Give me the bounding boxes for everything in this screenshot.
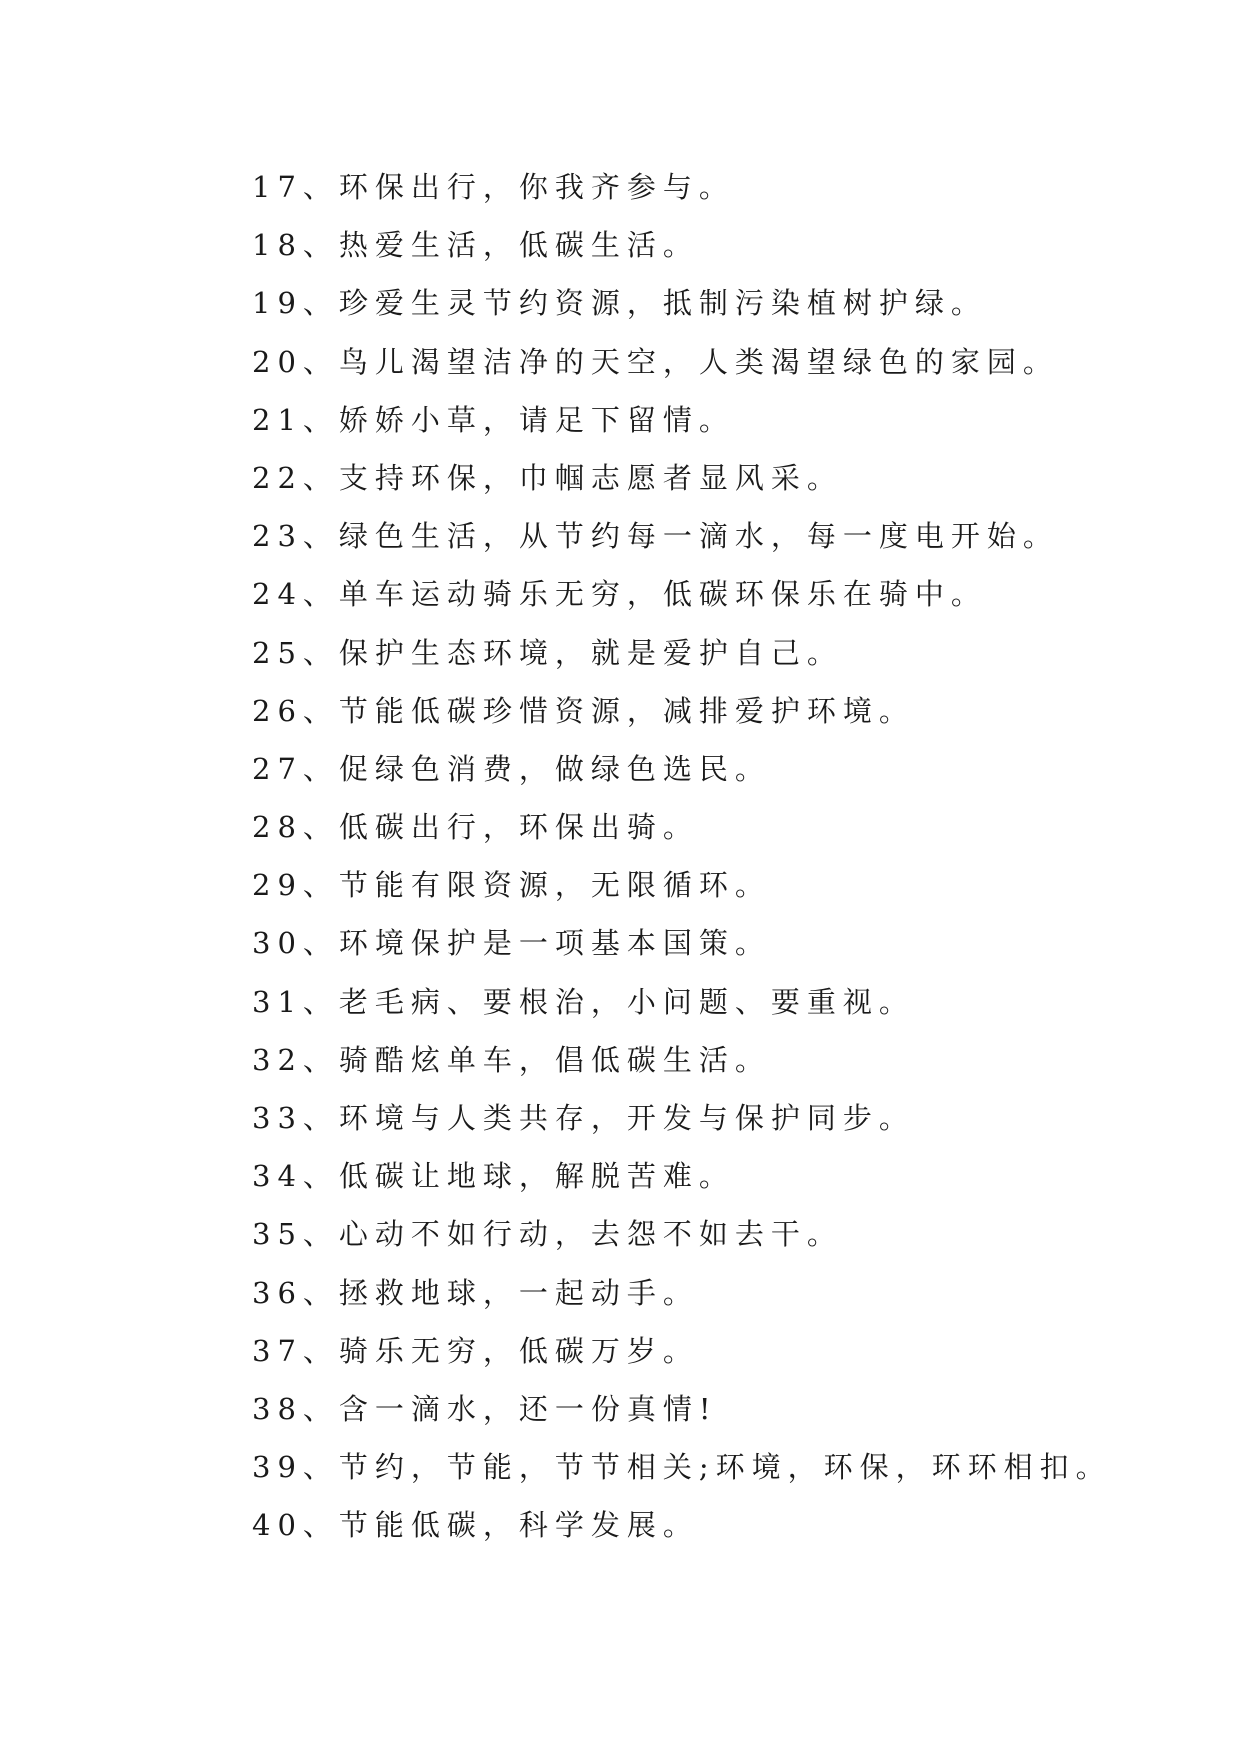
slogan-item-32: 32、骑酷炫单车，倡低碳生活。 xyxy=(252,1042,771,1077)
slogan-item-25: 25、保护生态环境，就是爱护自己。 xyxy=(252,635,843,670)
slogan-item-27: 27、促绿色消费，做绿色选民。 xyxy=(252,751,771,786)
slogan-item-36: 36、拯救地球，一起动手。 xyxy=(252,1275,699,1310)
slogan-item-18: 18、热爱生活，低碳生活。 xyxy=(252,228,699,263)
slogan-item-34: 34、低碳让地球，解脱苦难。 xyxy=(252,1159,735,1194)
slogan-item-35: 35、心动不如行动，去怨不如去干。 xyxy=(252,1217,843,1252)
slogan-item-33: 33、环境与人类共存，开发与保护同步。 xyxy=(252,1101,915,1135)
slogan-item-28: 28、低碳出行，环保出骑。 xyxy=(252,810,699,845)
slogan-item-21: 21、娇娇小草，请足下留情。 xyxy=(252,402,735,437)
slogan-item-31: 31、老毛病、要根治，小问题、要重视。 xyxy=(252,984,915,1019)
slogan-item-37: 37、骑乐无穷，低碳万岁。 xyxy=(252,1333,699,1368)
slogan-list xyxy=(252,158,1112,1555)
slogan-item-23: 23、绿色生活，从节约每一滴水，每一度电开始。 xyxy=(252,519,1059,554)
slogan-item-20: 20、鸟儿渴望洁净的天空，人类渴望绿色的家园。 xyxy=(252,344,1059,379)
slogan-item-19: 19、珍爱生灵节约资源，抵制污染植树护绿。 xyxy=(252,286,987,321)
slogan-item-24: 24、单车运动骑乐无穷，低碳环保乐在骑中。 xyxy=(252,577,987,612)
slogan-item-39: 39、节约，节能，节节相关;环境，环保，环环相扣。 xyxy=(252,1450,1112,1485)
slogan-item-38: 38、含一滴水，还一份真情! xyxy=(252,1391,718,1426)
slogan-item-26: 26、节能低碳珍惜资源，减排爱护环境。 xyxy=(252,693,915,728)
slogan-item-17: 17、环保出行，你我齐参与。 xyxy=(252,170,735,204)
slogan-item-29: 29、节能有限资源，无限循环。 xyxy=(252,868,771,903)
slogan-item-30: 30、环境保护是一项基本国策。 xyxy=(252,926,771,961)
slogan-item-40: 40、节能低碳，科学发展。 xyxy=(252,1508,699,1543)
slogan-item-22: 22、支持环保，巾帼志愿者显风采。 xyxy=(252,460,843,495)
